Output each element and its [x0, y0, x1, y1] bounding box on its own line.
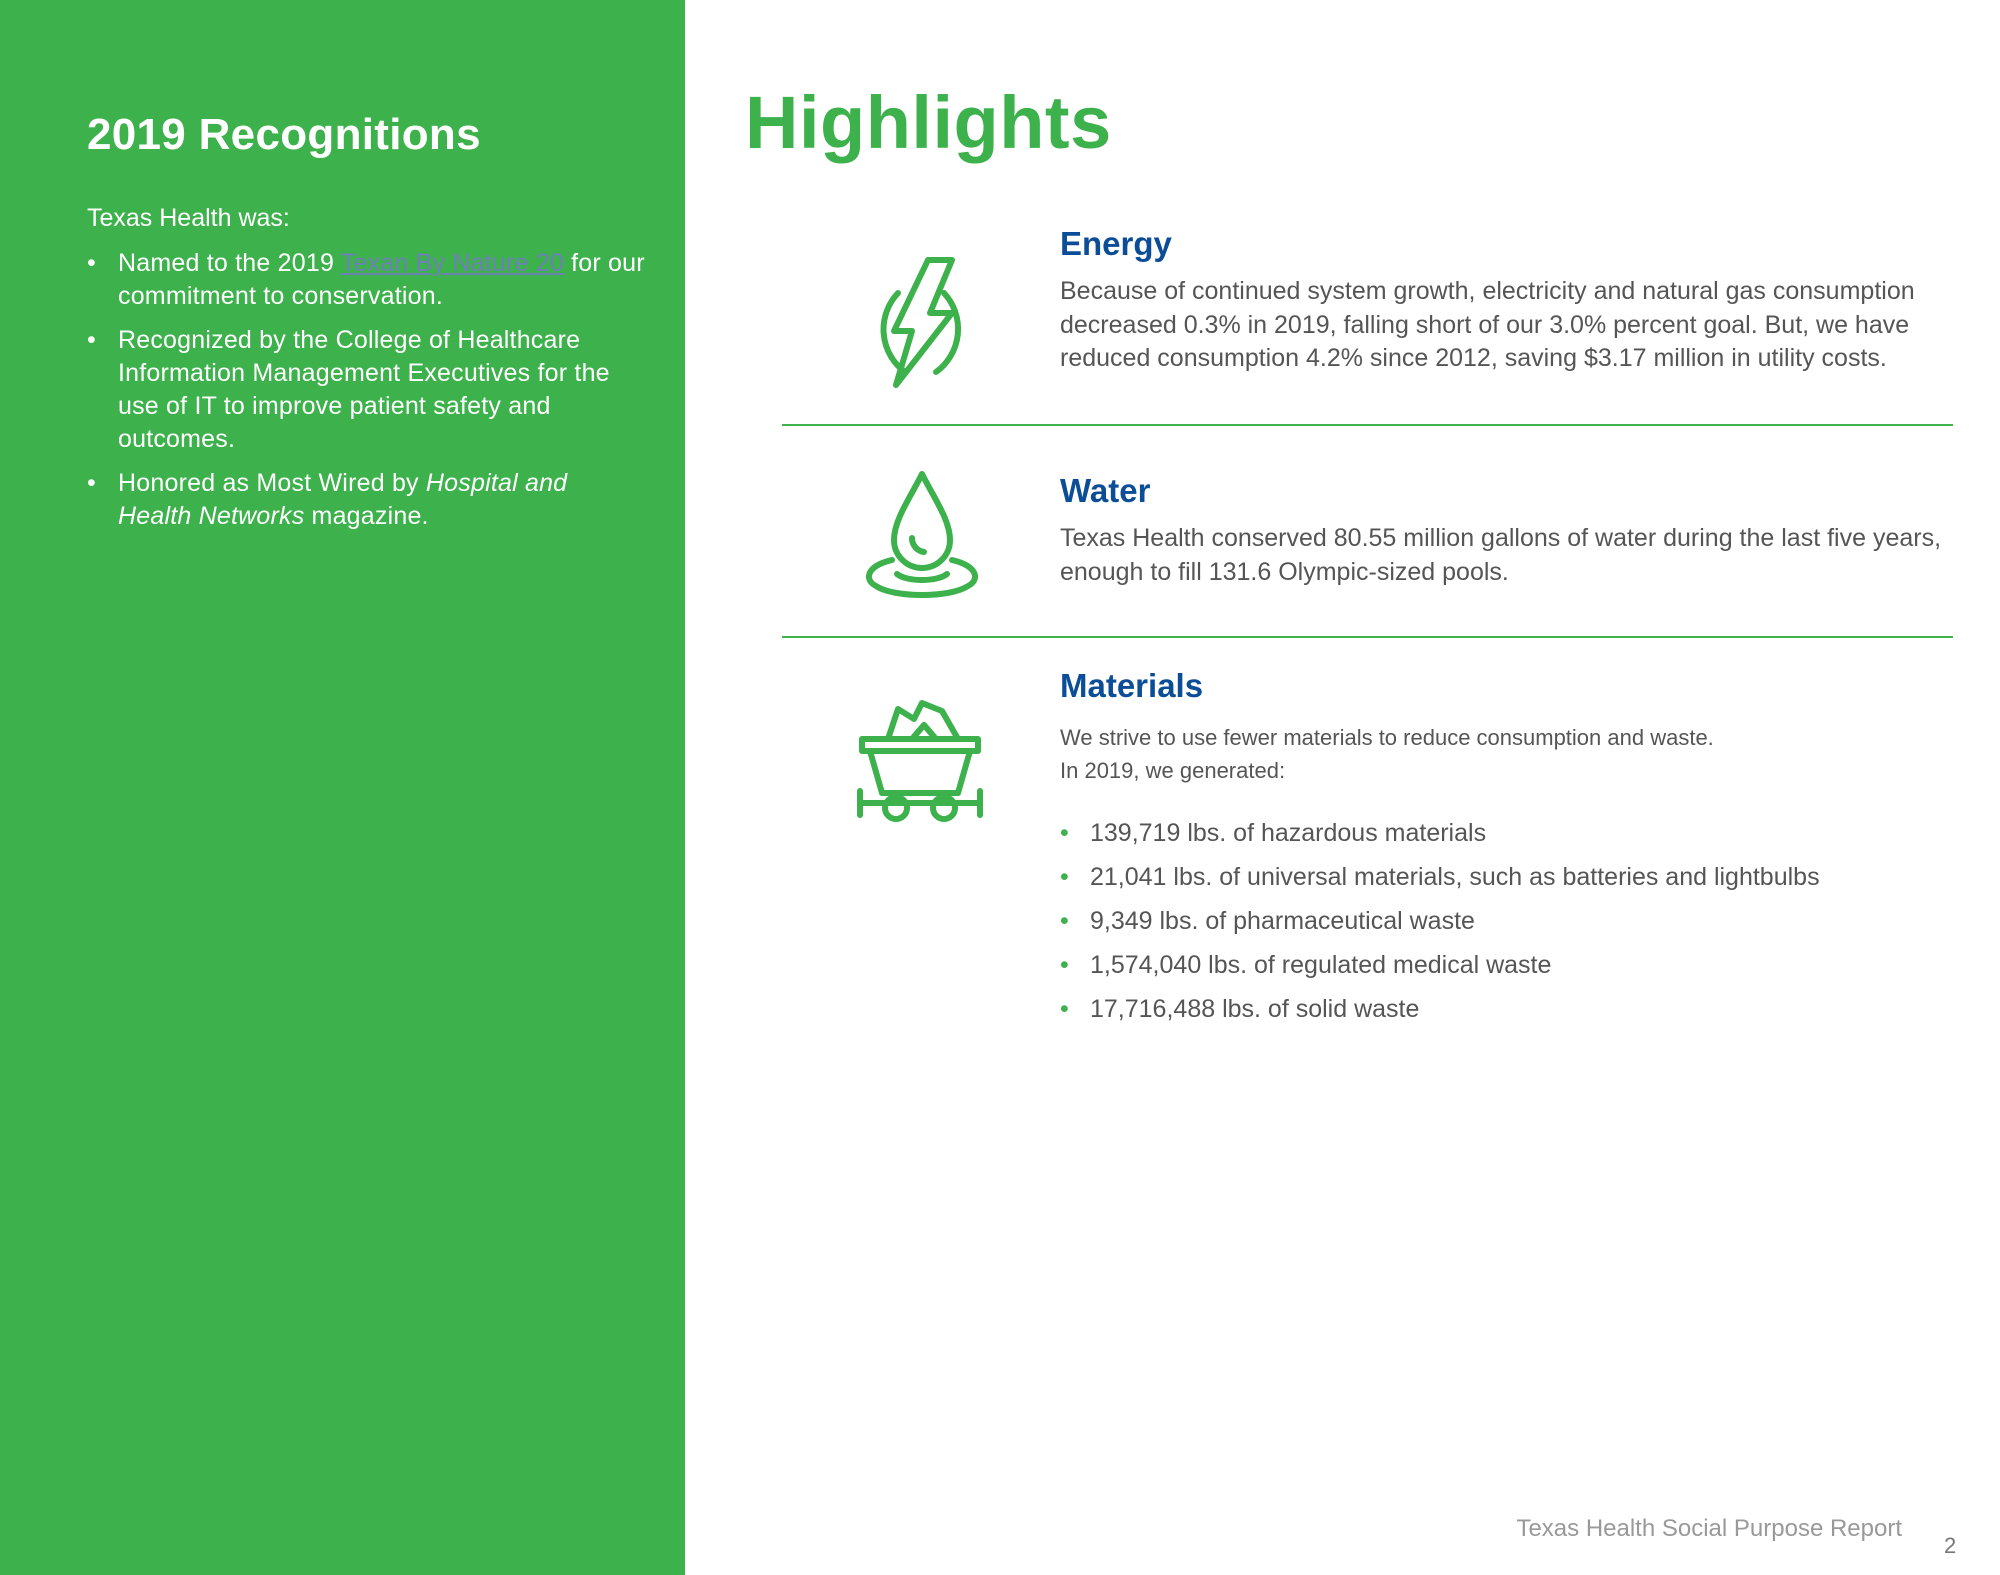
materials-list-item: • 139,719 lbs. of hazardous materials: [1060, 817, 1980, 850]
materials-list-item: • 17,716,488 lbs. of solid waste: [1060, 993, 1980, 1026]
materials-list-item: • 21,041 lbs. of universal materials, such as batteries and lightbulbs: [1060, 861, 1980, 894]
recognition-text: Honored as Most Wired by: [118, 469, 426, 497]
water-section: [1060, 472, 1980, 589]
recognitions-list: [87, 247, 645, 533]
recognition-text: for our commitment to conservation.: [118, 249, 645, 310]
materials-intro-line: In 2019, we generated:: [1060, 758, 1286, 783]
recognition-item: [87, 467, 645, 533]
energy-body: Because of continued system growth, electricity and natural gas consumption decreased 0.3% in 2019, falling short of our 3.0% percent goal. But, we have reduced consumption 4.2% since 2012, saving $3.17 million in utility costs.: [1060, 277, 1915, 372]
materials-list-item: • 9,349 lbs. of pharmaceutical waste: [1060, 905, 1980, 938]
energy-heading: Energy: [1060, 225, 1172, 262]
page-number: 2: [1944, 1533, 1957, 1558]
sidebar-intro: Texas Health was:: [87, 204, 290, 232]
sidebar-title: 2019 Recognitions: [87, 110, 481, 159]
recognitions-sidebar: [0, 0, 685, 1575]
water-heading: Water: [1060, 472, 1151, 509]
water-body: Texas Health conserved 80.55 million gallons of water during the last five years, enough to fill 131.6 Olympic-sized pools.: [1060, 524, 1942, 586]
water-drop-icon: [852, 468, 992, 604]
section-divider: [782, 424, 1953, 426]
page-title: Highlights: [745, 81, 1112, 164]
publication-name: Hospital and Health Networks: [118, 469, 568, 530]
recognition-item: [87, 247, 645, 313]
section-divider: [782, 636, 1953, 638]
materials-section: [1060, 667, 1980, 1037]
mine-cart-icon: [852, 695, 988, 830]
materials-list-item: • 1,574,040 lbs. of regulated medical waste: [1060, 949, 1980, 982]
materials-list: [1060, 817, 1980, 1026]
materials-intro: [1060, 721, 1980, 787]
lightning-bolt-icon: [860, 255, 982, 390]
materials-heading: Materials: [1060, 667, 1204, 704]
recognition-text: magazine.: [304, 502, 429, 530]
recognition-item: • Recognized by the College of Healthcare Information Management Executives for the use of IT to improve patient safety and outcomes.: [87, 324, 645, 456]
footer-report-title: Texas Health Social Purpose Report: [1516, 1515, 1902, 1542]
materials-intro-line: We strive to use fewer materials to reduce consumption and waste.: [1060, 725, 1714, 750]
energy-section: [1060, 225, 1980, 376]
texan-by-nature-link[interactable]: Texan By Nature 20: [340, 249, 564, 277]
recognition-text: Named to the 2019: [118, 249, 341, 277]
